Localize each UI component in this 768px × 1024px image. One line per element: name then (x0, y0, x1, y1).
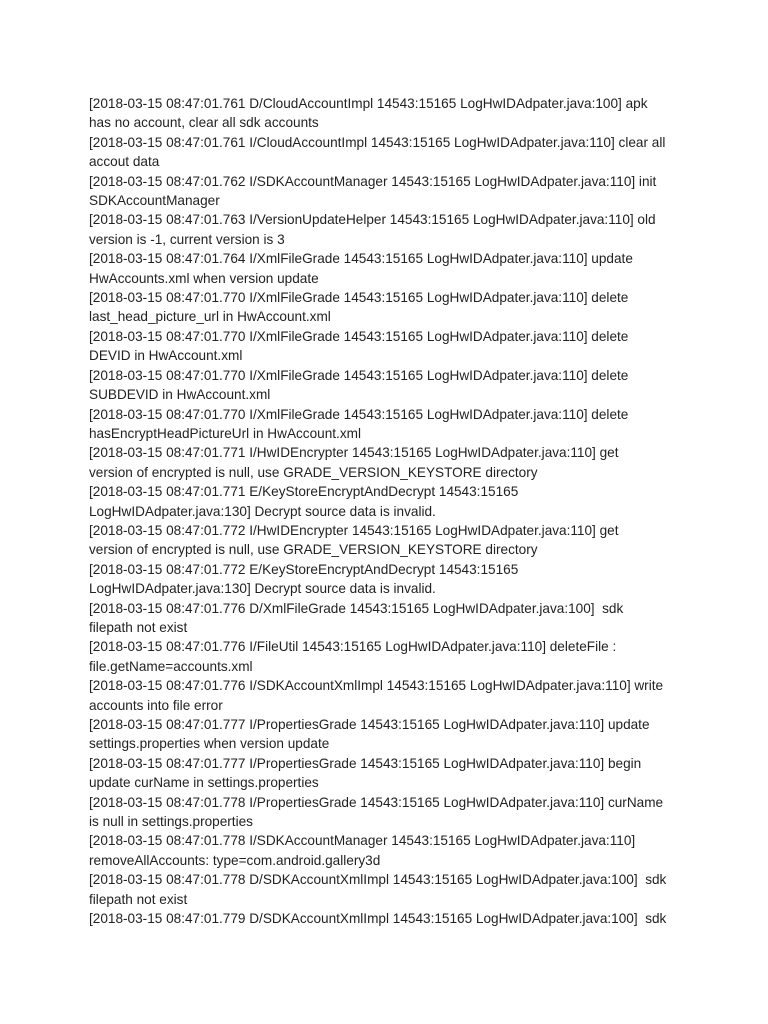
log-entry: [2018-03-15 08:47:01.776 D/XmlFileGrade 14543:15165 LogHwIDAdpater.java:100] sdk filepath not exist (89, 600, 624, 635)
log-entry: [2018-03-15 08:47:01.778 I/PropertiesGrade 14543:15165 LogHwIDAdpater.java:110] curName is null in settings.properties (89, 794, 664, 830)
log-entry: [2018-03-15 08:47:01.778 I/SDKAccountManager 14543:15165 LogHwIDAdpater.java:110] removeAllAccounts: type=com.android.gallery3d (89, 833, 636, 868)
log-entry: [2018-03-15 08:47:01.763 I/VersionUpdateHelper 14543:15165 LogHwIDAdpater.java:110] old version is -1, current version is 3 (89, 212, 656, 247)
log-entry: [2018-03-15 08:47:01.771 I/HwIDEncrypter 14543:15165 LogHwIDAdpater.java:110] get version of encrypted is null, use GRADE_VERSION_KEYSTORE directory (89, 445, 619, 480)
log-entry: [2018-03-15 08:47:01.772 E/KeyStoreEncryptAndDecrypt 14543:15165 LogHwIDAdpater.java:130] Decrypt source data is invalid. (89, 561, 519, 597)
log-entry: [2018-03-15 08:47:01.771 E/KeyStoreEncryptAndDecrypt 14543:15165 LogHwIDAdpater.java:130] Decrypt source data is invalid. (89, 484, 519, 519)
log-entry: [2018-03-15 08:47:01.770 I/XmlFileGrade 14543:15165 LogHwIDAdpater.java:110] delete DEVID in HwAccount.xml (89, 328, 629, 364)
log-entry: [2018-03-15 08:47:01.770 I/XmlFileGrade 14543:15165 LogHwIDAdpater.java:110] delete hasEncryptHeadPictureUrl in HwAccount.xml (89, 406, 629, 441)
log-entry: [2018-03-15 08:47:01.764 I/XmlFileGrade 14543:15165 LogHwIDAdpater.java:110] update HwAccounts.xml when version update (89, 251, 633, 286)
log-entry: [2018-03-15 08:47:01.770 I/XmlFileGrade 14543:15165 LogHwIDAdpater.java:110] delete SUBDEVID in HwAccount.xml (89, 367, 629, 403)
log-entry: [2018-03-15 08:47:01.761 D/CloudAccountImpl 14543:15165 LogHwIDAdpater.java:100] apk has no account, clear all sdk accounts (89, 96, 648, 131)
log-entry: [2018-03-15 08:47:01.770 I/XmlFileGrade 14543:15165 LogHwIDAdpater.java:110] delete last_head_picture_url in HwAccount.xml (89, 290, 629, 325)
log-entry: [2018-03-15 08:47:01.776 I/FileUtil 14543:15165 LogHwIDAdpater.java:110] deleteFile : file.getName=accounts.xml (89, 639, 617, 674)
log-entry: [2018-03-15 08:47:01.777 I/PropertiesGrade 14543:15165 LogHwIDAdpater.java:110] begin update curName in settings.properties (89, 755, 642, 791)
log-entry: [2018-03-15 08:47:01.776 I/SDKAccountXmlImpl 14543:15165 LogHwIDAdpater.java:110] write accounts into file error (89, 678, 664, 713)
log-entry: [2018-03-15 08:47:01.777 I/PropertiesGrade 14543:15165 LogHwIDAdpater.java:110] update settings.properties when version update (89, 717, 650, 752)
log-entry: [2018-03-15 08:47:01.779 D/SDKAccountXmlImpl 14543:15165 LogHwIDAdpater.java:100] sdk (89, 911, 667, 927)
log-entry: [2018-03-15 08:47:01.762 I/SDKAccountManager 14543:15165 LogHwIDAdpater.java:110] init SDKAccountManager (89, 173, 657, 209)
log-entry: [2018-03-15 08:47:01.761 I/CloudAccountImpl 14543:15165 LogHwIDAdpater.java:110] clear all accout data (89, 134, 666, 170)
log-entry: [2018-03-15 08:47:01.772 I/HwIDEncrypter 14543:15165 LogHwIDAdpater.java:110] get version of encrypted is null, use GRADE_VERSION_KEYSTORE directory (89, 522, 619, 558)
log-entry: [2018-03-15 08:47:01.778 D/SDKAccountXmlImpl 14543:15165 LogHwIDAdpater.java:100] sdk filepath not exist (89, 872, 667, 907)
log-document (89, 94, 689, 928)
